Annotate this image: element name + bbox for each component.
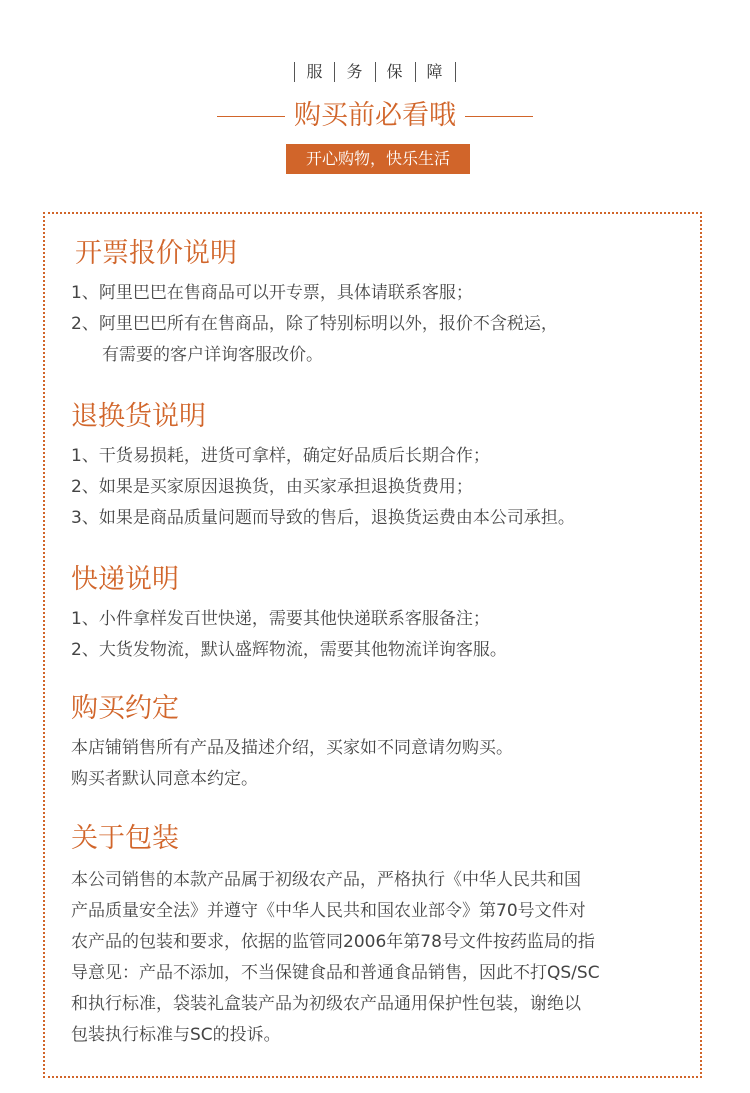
section-heading: 关于包装 xyxy=(71,823,179,854)
section-body xyxy=(71,865,691,1051)
section-heading: 购买约定 xyxy=(71,693,179,724)
service-tag-group xyxy=(294,62,455,82)
section-line: 2、大货发物流，默认盛辉物流，需要其他物流详询客服。 xyxy=(71,640,507,660)
section-line: 购买者默认同意本约定。 xyxy=(71,769,258,789)
section-line: 有需要的客户详询客服改价。 xyxy=(102,345,323,365)
section-line: 包装执行标准与SC的投诉。 xyxy=(71,1025,281,1045)
section-packaging xyxy=(71,821,691,1051)
section-heading: 开票报价说明 xyxy=(75,238,237,269)
section-body xyxy=(71,278,691,371)
service-tag: 保 xyxy=(376,62,416,82)
notice-box xyxy=(43,212,702,1078)
subtitle-badge: 开心购物，快乐生活 xyxy=(286,144,470,174)
section-heading: 快递说明 xyxy=(71,564,179,595)
section-line: 和执行标准，袋装礼盒装产品为初级农产品通用保护性包装，谢绝以 xyxy=(71,994,581,1014)
section-line: 2、阿里巴巴所有在售商品，除了特别标明以外，报价不含税运， xyxy=(71,314,558,334)
title-right-rule xyxy=(465,116,533,117)
section-line: 农产品的包装和要求，依据的监管同2006年第78号文件按药监局的指 xyxy=(71,932,595,952)
section-shipping xyxy=(71,562,691,666)
section-line: 2、如果是买家原因退换货，由买家承担退换货费用； xyxy=(71,477,473,497)
section-returns xyxy=(71,399,691,534)
section-purchase-agreement xyxy=(71,691,691,795)
section-line: 本公司销售的本款产品属于初级农产品，严格执行《中华人民共和国 xyxy=(71,870,581,890)
title-row xyxy=(0,98,750,134)
service-tag: 服 xyxy=(295,62,335,82)
section-line: 导意见：产品不添加，不当保键食品和普通食品销售，因此不打QS/SC xyxy=(71,963,600,983)
service-tag: 障 xyxy=(416,62,456,82)
title-left-rule xyxy=(217,116,285,117)
section-invoice xyxy=(71,236,691,371)
section-line: 本店铺销售所有产品及描述介绍，买家如不同意请勿购买。 xyxy=(71,738,513,758)
section-line: 3、如果是商品质量问题而导致的售后，退换货运费由本公司承担。 xyxy=(71,508,575,528)
section-line: 产品质量安全法》并遵守《中华人民共和国农业部令》第70号文件对 xyxy=(71,901,586,921)
section-body xyxy=(71,441,691,534)
section-heading: 退换货说明 xyxy=(71,401,206,432)
section-line: 1、阿里巴巴在售商品可以开专票，具体请联系客服； xyxy=(71,283,473,303)
section-body xyxy=(71,604,691,666)
section-body xyxy=(71,733,691,795)
section-line: 1、小件拿样发百世快递，需要其他快递联系客服备注； xyxy=(71,609,490,629)
service-tag: 务 xyxy=(335,62,375,82)
section-line: 1、干货易损耗，进货可拿样，确定好品质后长期合作； xyxy=(71,446,490,466)
service-guarantee-tags xyxy=(0,62,750,82)
page-title: 购买前必看哦 xyxy=(294,100,456,131)
